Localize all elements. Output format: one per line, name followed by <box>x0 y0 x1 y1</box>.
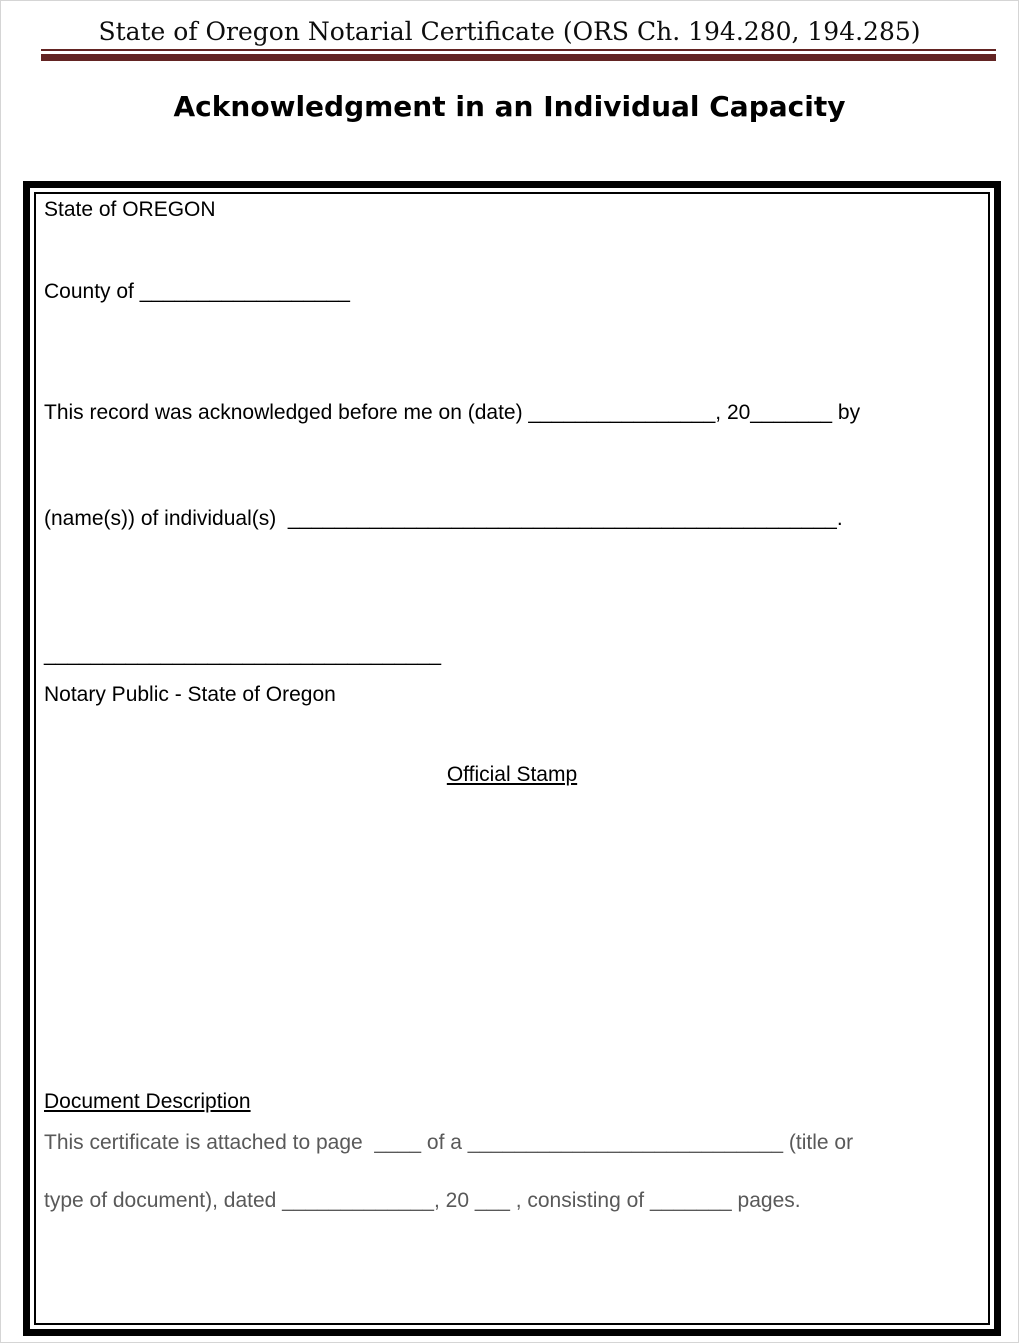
record-acknowledged-line: This record was acknowledged before me on (date) ________________, 20_______ by <box>44 401 861 424</box>
page-header-title: State of Oregon Notarial Certificate (ORS Ch. 194.280, 194.285) <box>98 17 921 46</box>
document-description-heading: Document Description <box>44 1090 251 1113</box>
names-of-individuals-line: (name(s)) of individual(s) _______________________________________________. <box>44 507 843 530</box>
document-description-line1: This certificate is attached to page ____ of a ___________________________ (title or <box>44 1131 854 1154</box>
state-line: State of OREGON <box>44 198 216 221</box>
notary-title-line: Notary Public - State of Oregon <box>44 683 336 706</box>
certificate-box <box>23 181 1001 1336</box>
official-stamp-label: Official Stamp <box>446 763 578 786</box>
notary-signature-line: __________________________________ <box>44 643 442 666</box>
header-rule-thin <box>41 49 996 51</box>
certificate-title: Acknowledgment in an Individual Capacity <box>173 90 846 123</box>
header-rule-thick <box>41 54 996 61</box>
certificate-box-inner <box>34 192 990 1325</box>
document-description-line2: type of document), dated _____________, 20 ___ , consisting of _______ pages. <box>44 1189 801 1212</box>
county-line: County of __________________ <box>44 280 350 303</box>
